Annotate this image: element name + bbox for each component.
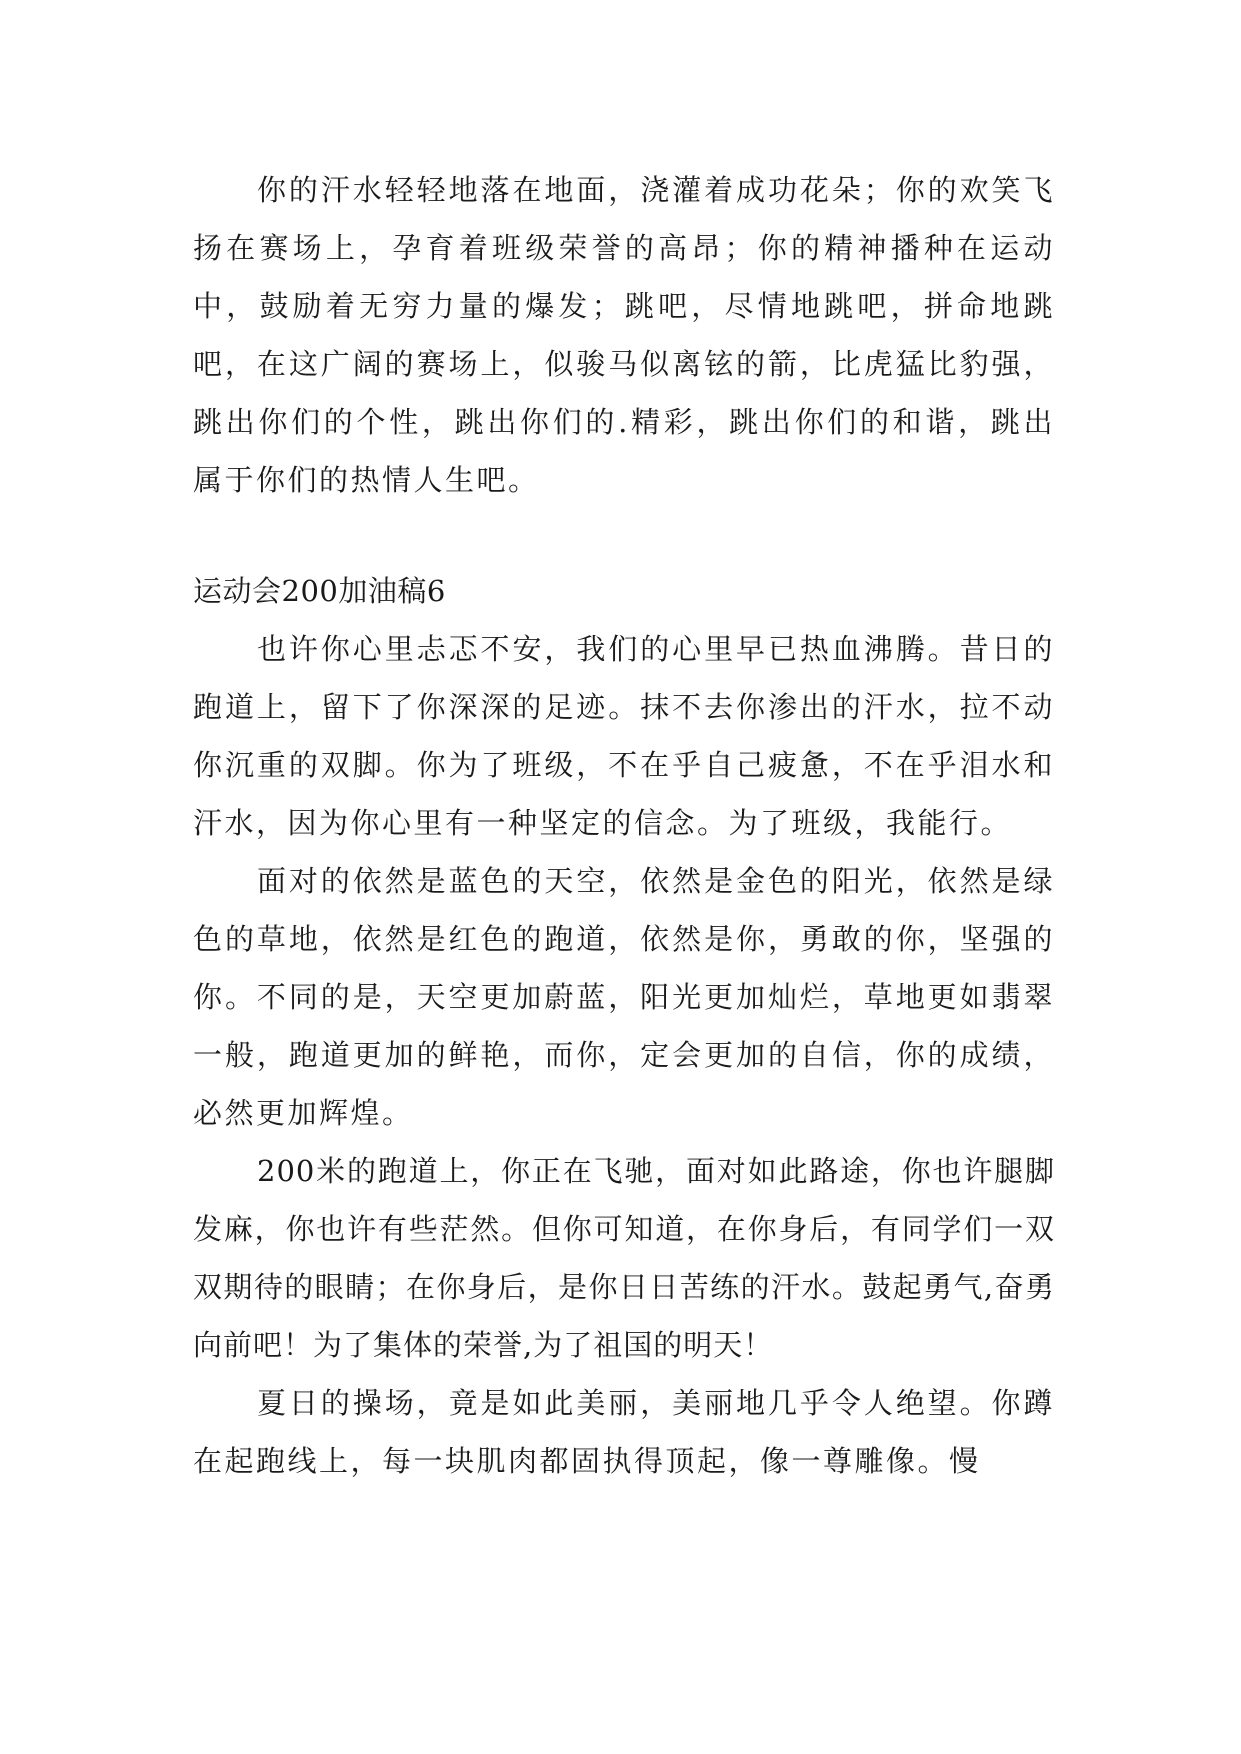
document-body (193, 161, 1055, 1490)
paragraph-summer-field: 夏日的操场，竟是如此美丽，美丽地几乎令人绝望。你蹲在起跑线上，每一块肌肉都固执得顶起，像一尊雕像。慢 (193, 1386, 1055, 1478)
paragraph-200m-track: 200米的跑道上，你正在飞驰，面对如此路途，你也许腿脚发麻，你也许有些茫然。但你可知道，在你身后，有同学们一双双期待的眼睛；在你身后，是你日日苦练的汗水。鼓起勇气,奋勇向前吧！为了集体的荣誉,为了祖国的明天！ (193, 1154, 1055, 1362)
section-title: 运动会200加油稿6 (193, 574, 446, 608)
paragraph-cheer-jump: 你的汗水轻轻地落在地面，浇灌着成功花朵；你的欢笑飞扬在赛场上，孕育着班级荣誉的高昂；你的精神播种在运动中，鼓励着无穷力量的爆发；跳吧，尽情地跳吧，拼命地跳吧，在这广阔的赛场上，似骏马似离铉的箭，比虎猛比豹强，跳出你们的个性，跳出你们的.精彩，跳出你们的和谐，跳出属于你们的热情人生吧。 (193, 173, 1055, 497)
paragraph-blue-sky: 面对的依然是蓝色的天空，依然是金色的阳光，依然是绿色的草地，依然是红色的跑道，依然是你，勇敢的你，坚强的你。不同的是，天空更加蔚蓝，阳光更加灿烂，草地更如翡翠一般，跑道更加的鲜艳，而你，定会更加的自信，你的成绩，必然更加辉煌。 (193, 864, 1055, 1130)
paragraph-nervous: 也许你心里忐忑不安，我们的心里早已热血沸腾。昔日的跑道上，留下了你深深的足迹。抹不去你渗出的汗水，拉不动你沉重的双脚。你为了班级，不在乎自己疲惫，不在乎泪水和汗水，因为你心里有一种坚定的信念。为了班级，我能行。 (193, 632, 1055, 840)
